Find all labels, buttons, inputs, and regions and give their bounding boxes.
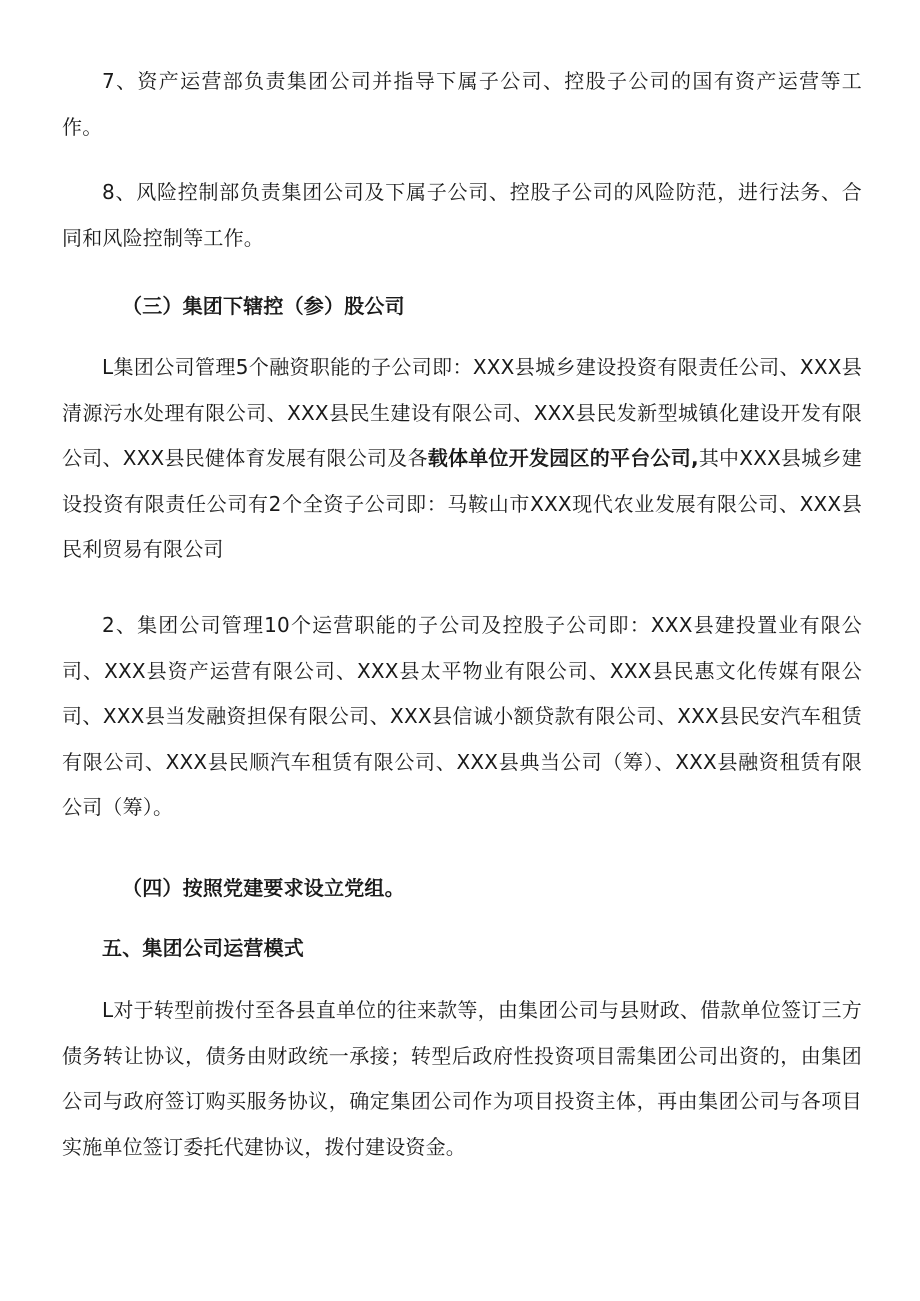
section-heading-5: 五、集团公司运营模式 <box>102 936 304 960</box>
paragraph-financing-subsidiaries <box>62 345 862 573</box>
paragraph-item-7: 7、资产运营部负责集团公司并指导下属子公司、控股子公司的国有资产运营等工作。 <box>62 69 862 139</box>
paragraph-operating-subsidiaries: 2、集团公司管理10个运营职能的子公司及控股子公司即：XXX县建投置业有限公司、XXX县资产运营有限公司、XXX县太平物业有限公司、XXX县民惠文化传媒有限公司、XXX县当发融资担保有限公司、XXX县信诚小额贷款有限公司、XXX县民安汽车租赁有限公司、XXX县民顺汽车租赁有限公司、XXX县典当公司（筹）、XXX县融资租赁有限公司（筹）。 <box>62 613 862 819</box>
paragraph-item-8: 8、风险控制部负责集团公司及下属子公司、控股子公司的风险防范，进行法务、合同和风险控制等工作。 <box>62 180 862 250</box>
paragraph-financing-text-1: L集团公司管理5个融资职能的子公司即：XXX县城乡建设投资有限责任公司、XXX县清源污水处理有限公司、XXX县民生建设有限公司、XXX县民发新型城镇化建设开发有限公司、XXX县民健体育发展有限公司及各 <box>62 355 862 470</box>
section-heading-4: （四）按照党建要求设立党组。 <box>122 876 405 900</box>
paragraph-financing-text-2: 其中XXX县城乡建设投资有限责任公司有2个全资子公司即：马鞍山市XXX现代农业发展有限公司、XXX县民利贸易有限公司 <box>62 446 863 561</box>
paragraph-operating-mode: L对于转型前拨付至各县直单位的往来款等，由集团公司与县财政、借款单位签订三方债务转让协议，债务由财政统一承接；转型后政府性投资项目需集团公司出资的，由集团公司与政府签订购买服务协议，确定集团公司作为项目投资主体，再由集团公司与各项目实施单位签订委托代建协议，拨付建设资金。 <box>62 998 862 1159</box>
section-heading-3: （三）集团下辖控（参）股公司 <box>122 294 405 318</box>
paragraph-financing-bold-text: 载体单位开发园区的平台公司, <box>427 446 699 470</box>
